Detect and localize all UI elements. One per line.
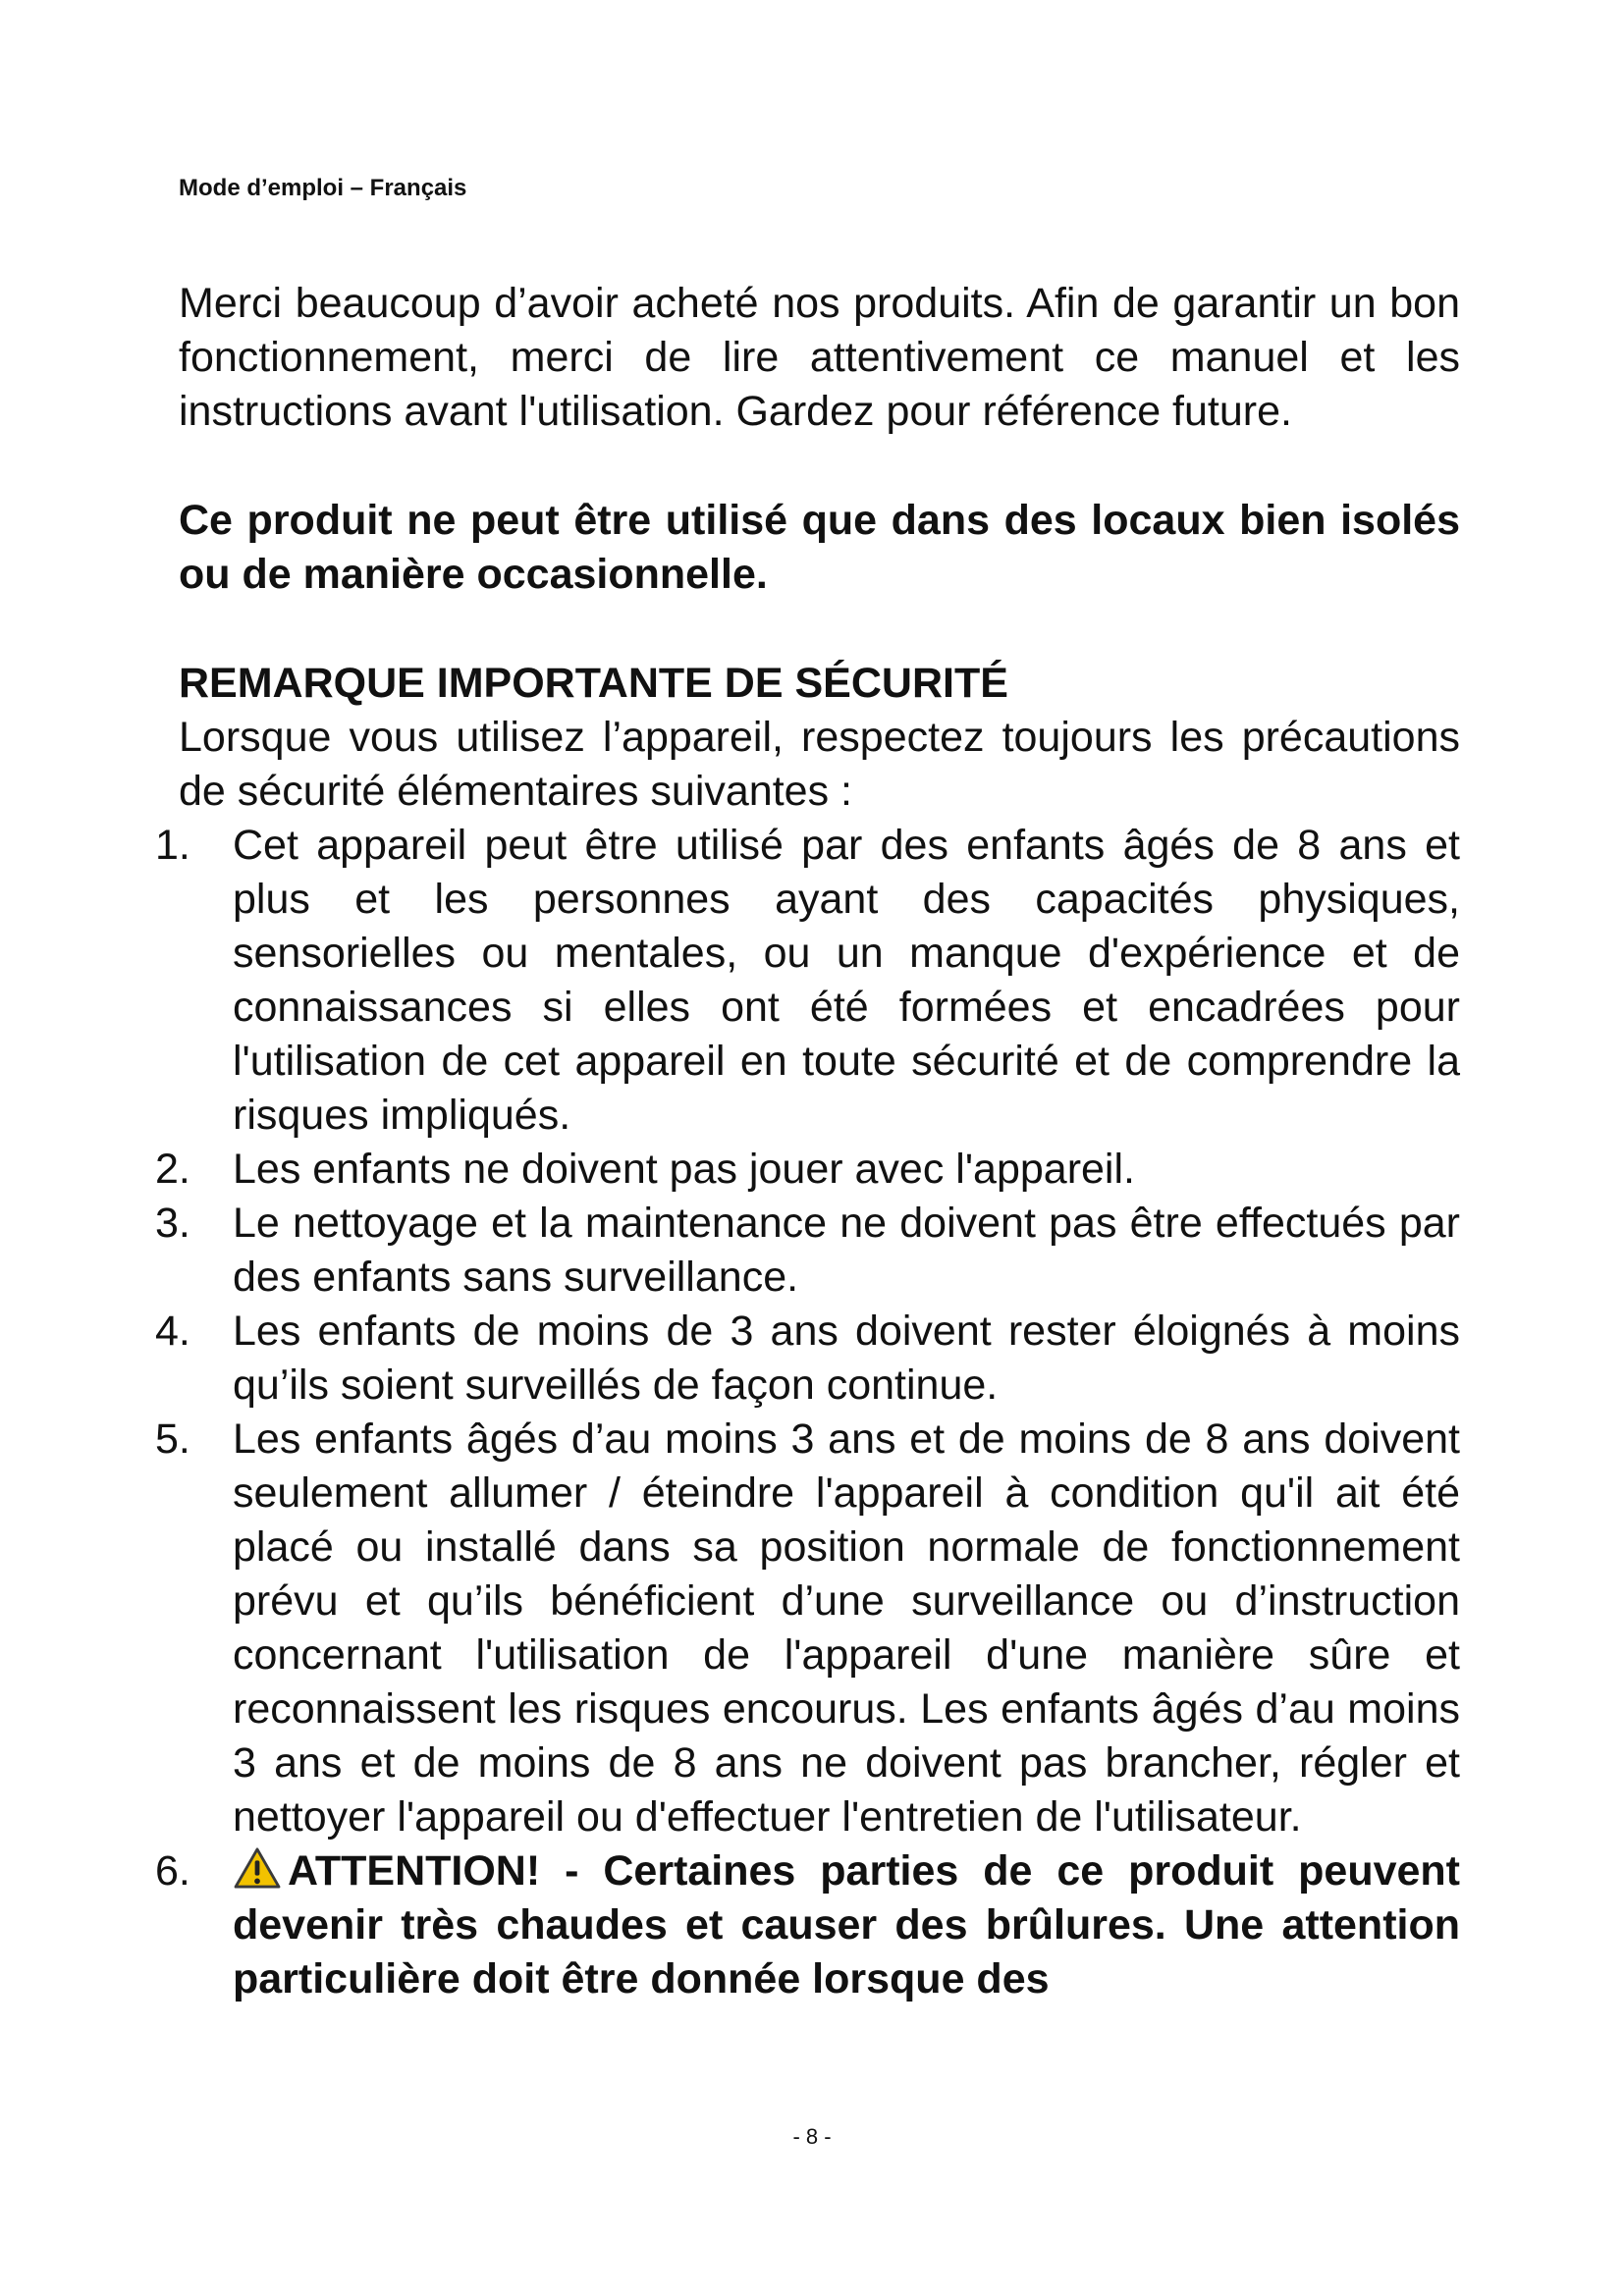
list-item [155, 1305, 1460, 1413]
list-item-text: Les enfants ne doivent pas jouer avec l'appareil. [233, 1146, 1135, 1193]
list-item-number: 4. [155, 1308, 190, 1355]
usage-notice: Ce produit ne peut être utilisé que dans des locaux bien isolés ou de manière occasionnelle. [179, 497, 1460, 598]
list-item-text: Les enfants âgés d’au moins 3 ans et de moins de 8 ans doivent seulement allumer / éteindre l'appareil à condition qu'il ait été placé ou installé dans sa position normale de fonctionnement prévu et qu’ils bénéficient d’une surveillance ou d’instruction concernant l'utilisation de l'appareil d'une manière sûre et reconnaissent les risques encourus. Les enfants âgés d’au moins 3 ans et de moins de 8 ans ne doivent pas brancher, régler et nettoyer l'appareil ou d'effectuer l'entretien de l'utilisateur. [233, 1415, 1460, 1841]
list-item-number: 3. [155, 1200, 190, 1247]
warning-text: ATTENTION! - Certaines parties de ce produit peuvent devenir très chaudes et causer des brûlures. Une attention particulière doit être donnée lorsque des [233, 1847, 1460, 2002]
list-item [155, 1413, 1460, 1844]
safety-intro: Lorsque vous utilisez l’appareil, respectez toujours les précautions de sécurité élémentaires suivantes : [179, 714, 1460, 815]
list-item-text: Cet appareil peut être utilisé par des enfants âgés de 8 ans et plus et les personnes ayant des capacités physiques, sensorielles ou mentales, ou un manque d'expérience et de connaissances si elles ont été formées et encadrées pour l'utilisation de cet appareil en toute sécurité et de comprendre la risques impliqués. [233, 822, 1460, 1139]
safety-list [155, 819, 1460, 2006]
list-item-number: 6. [155, 1847, 190, 1895]
list-item-text: Le nettoyage et la maintenance ne doivent pas être effectués par des enfants sans surveillance. [233, 1200, 1460, 1301]
list-item-text: Les enfants de moins de 3 ans doivent rester éloignés à moins qu’ils soient surveillés de façon continue. [233, 1308, 1460, 1409]
list-item-number: 5. [155, 1415, 190, 1463]
intro-paragraph: Merci beaucoup d’avoir acheté nos produits. Afin de garantir un bon fonctionnement, merci de lire attentivement ce manuel et les instructions avant l'utilisation. Gardez pour référence future. [179, 280, 1460, 435]
page-number: - 8 - [792, 2124, 832, 2149]
page-header: Mode d’emploi – Français [179, 175, 467, 201]
safety-heading: REMARQUE IMPORTANTE DE SÉCURITÉ [179, 660, 1008, 707]
list-item [155, 819, 1460, 1143]
list-item [155, 1143, 1460, 1197]
document-body [155, 277, 1460, 2006]
list-item-number: 1. [155, 822, 190, 869]
list-item-number: 2. [155, 1146, 190, 1193]
list-item-warning [155, 1844, 1460, 2006]
list-item [155, 1197, 1460, 1305]
warning-triangle-icon [233, 1847, 282, 1889]
